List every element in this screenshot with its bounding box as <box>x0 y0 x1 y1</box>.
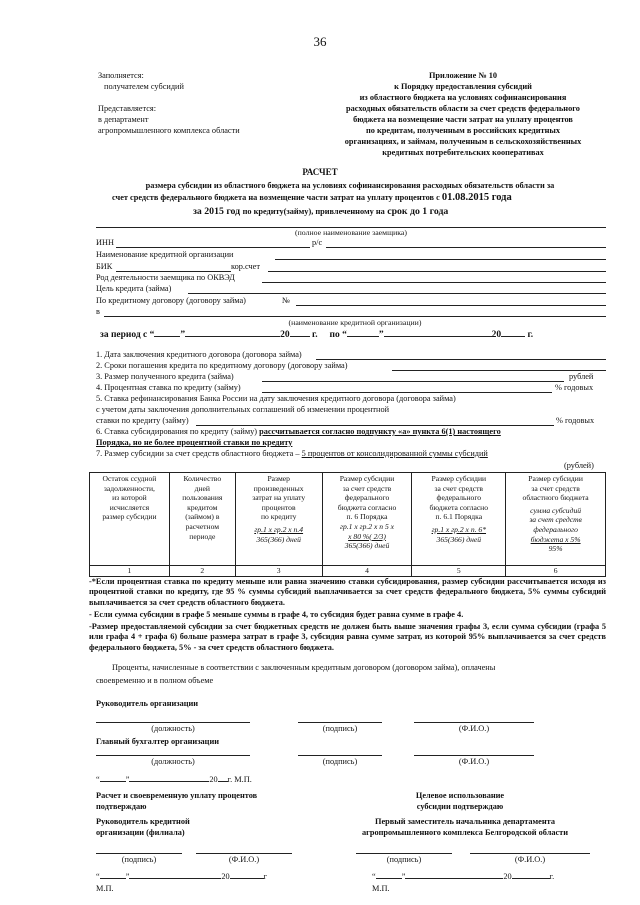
bank-signature-field[interactable] <box>96 853 182 854</box>
confirm-right-4: агропромышленного комплекса Белгородской области <box>361 828 569 837</box>
rs-label: р/с <box>312 238 323 247</box>
item-4-unit: % годовых <box>555 383 594 392</box>
acc-position-caption: (должность) <box>151 757 195 766</box>
bank-name-label: Наименование кредитной организации <box>96 250 234 259</box>
title-line-1: размера субсидии из областного бюджета на условиях софинансирования расходных обязательств области за <box>145 181 555 190</box>
bik-label: БИК <box>96 262 113 271</box>
col-num-3: 3 <box>235 566 322 577</box>
submitted-value-1: в департамент <box>98 115 149 124</box>
date-left-g: г <box>263 872 268 881</box>
item-7a: 7. Размер субсидии за счет средств областного бюджета – <box>96 449 300 458</box>
item-3: 3. Размер полученного кредита (займа) <box>96 372 234 381</box>
col-4-header: Размер субсидии за счет средств федерального бюджета согласно п. 6 Порядка гр.1 х гр.2 х п 5 х х 80 %( 2/3) 365(366) дней <box>322 473 412 566</box>
col-2-header: Количество дней пользования кредитом (займом) в расчетном периоде <box>169 473 235 566</box>
filled-by-label: Заполняется: <box>98 71 144 80</box>
date-left-year: 20 <box>221 872 230 881</box>
head-position-field[interactable] <box>96 722 250 723</box>
bank-field[interactable] <box>104 316 606 317</box>
formula-4-mid: х 80 %( 2/3) <box>348 531 386 541</box>
date-row-right <box>372 872 554 882</box>
date-left-open-quote: “ <box>96 872 100 881</box>
date-right-close-quote: ” <box>401 872 406 881</box>
korschet-field[interactable] <box>268 271 606 272</box>
item-1: 1. Дата заключения кредитного договора (договора займа) <box>96 350 302 359</box>
date-left-close-quote: ” <box>125 872 130 881</box>
period-row <box>100 330 533 340</box>
formula-5-bottom: 365(366) дней <box>436 534 482 544</box>
filled-by-value: получателем субсидий <box>104 82 184 91</box>
date-right-year: 20 <box>503 872 512 881</box>
purpose-field[interactable] <box>188 293 606 294</box>
col-6-header: Размер субсидии за счет средств областного бюджета сумма субсидий за счет средств федерального бюджета х 5% 95% <box>506 473 606 566</box>
item-4: 4. Процентная ставка по кредиту (займу) <box>96 383 241 392</box>
formula-3-bottom: 365(366) дней <box>256 534 301 544</box>
period-20a: 20 <box>280 330 290 340</box>
acc-signature-field[interactable] <box>298 755 382 756</box>
korschet-label: кор.счет <box>231 262 260 271</box>
head-fio-caption: (Ф.И.О.) <box>458 724 490 733</box>
title-line-2 <box>112 193 512 203</box>
period-q2: ” <box>378 330 384 340</box>
dept-signature-caption: (подпись) <box>386 855 422 864</box>
title-line-3 <box>193 206 448 217</box>
appendix-line-1: к Порядку предоставления субсидий <box>394 82 532 91</box>
inn-label: ИНН <box>96 238 114 247</box>
formula-6-4: бюджета х 5% <box>530 534 581 544</box>
date-right-g: г. <box>549 872 555 881</box>
col-1-header: Остаток ссудной задолженности, из которой исчисляется размер субсидии <box>90 473 170 566</box>
head-signature-field[interactable] <box>298 722 382 723</box>
item-6-row <box>96 427 501 437</box>
item-5-unit: % годовых <box>556 416 595 425</box>
head-signature-caption: (подпись) <box>322 724 358 733</box>
head-fio-field[interactable] <box>414 722 534 723</box>
paid-line-2: своевременно и в полном объеме <box>96 676 214 685</box>
col-3-header: Размер произведенных затрат на уплату процентов по кредиту гр.1 х гр.2 х п.4 365(366) дней <box>235 473 322 566</box>
col-num-6: 6 <box>506 566 606 577</box>
title-line-3a: за 2015 год <box>193 206 241 217</box>
col-num-1: 1 <box>90 566 170 577</box>
confirm-left-3: Руководитель кредитной <box>96 817 190 826</box>
acc-fio-field[interactable] <box>414 755 534 756</box>
item-2: 2. Сроки погашения кредита по кредитному договору (договору займа) <box>96 361 348 370</box>
item-5a: 5. Ставка рефинансирования Банка России на дату заключения кредитного договора (договора займа) <box>96 394 456 403</box>
note-1: -*Если процентная ставка по кредиту меньше или равна значению ставки субсидирования, размер субсидии рассчитывается исходя из процентной ставки по кредиту, где 95 % суммы субсидий выплачивается за счет средств федерального бюджета, 5% суммы субсидий выплачивается за счет средств областного бюджета. <box>89 577 606 607</box>
date-row-left <box>96 872 267 882</box>
bank-fio-field[interactable] <box>196 853 292 854</box>
col-num-5: 5 <box>412 566 506 577</box>
confirm-left-4: организации (филиала) <box>96 828 185 837</box>
confirm-right-3: Первый заместитель начальника департамента <box>375 817 555 826</box>
item-2-field[interactable] <box>392 370 606 371</box>
formula-5-top: гр.1 х гр.2 х п. 6* <box>431 524 487 534</box>
item-6c: Порядка, но не более процентной ставки по кредиту <box>96 438 293 447</box>
item-4-field[interactable] <box>262 392 552 393</box>
formula-3-top: гр.1 х гр.2 х п.4 <box>254 524 304 534</box>
confirm-left-2: подтверждаю <box>96 802 147 811</box>
date-right-open-quote: “ <box>372 872 376 881</box>
rs-field[interactable] <box>326 247 606 248</box>
col-num-2: 2 <box>169 566 235 577</box>
bank-caption: (наименование кредитной организации) <box>288 318 422 327</box>
note-2: - Если сумма субсидии в графе 5 меньше суммы в графе 4, то субсидия будет равна сумме в графе 4. <box>89 610 464 619</box>
appendix-line-2: из областного бюджета на условиях софинансирования <box>359 93 567 102</box>
page-number: 36 <box>313 34 327 49</box>
acc-position-field[interactable] <box>96 755 250 756</box>
dept-signature-field[interactable] <box>356 853 452 854</box>
in-label: в <box>96 307 100 316</box>
period-label: за период с “ <box>100 330 155 340</box>
borrower-caption: (полное наименование заемщика) <box>295 228 407 237</box>
confirm-right-2: субсидии подтверждаю <box>416 802 504 811</box>
appendix-line-4: бюджета на возмещение части затрат на уплату процентов <box>353 115 573 124</box>
item-6b: рассчитывается согласно подпункту «а» пункта 6(1) настоящего <box>259 427 501 436</box>
item-5c: ставки по кредиту (займу) <box>96 416 189 425</box>
dept-fio-caption: (Ф.И.О.) <box>514 855 546 864</box>
agreement-no-field[interactable] <box>296 305 606 306</box>
document-heading: РАСЧЕТ <box>302 167 338 177</box>
bank-signature-caption: (подпись) <box>121 855 157 864</box>
inn-field[interactable] <box>116 247 310 248</box>
date-close-quote: ” <box>125 775 130 784</box>
title-line-3c: срок до 1 года <box>387 206 449 217</box>
date-g-mp: г. М.П. <box>227 775 252 784</box>
date-open-quote: “ <box>96 775 100 784</box>
table-number-row <box>90 566 606 577</box>
okved-field[interactable] <box>262 282 606 283</box>
acc-signature-caption: (подпись) <box>322 757 358 766</box>
head-org-label: Руководитель организации <box>96 699 199 708</box>
formula-6-2: за счет средств <box>529 515 582 525</box>
date-year-prefix: 20 <box>209 775 218 784</box>
col-5-header: Размер субсидии за счет средств федерального бюджета согласно п. 6.1 Порядка гр.1 х гр.2 х п. 6* 365(366) дней <box>412 473 506 566</box>
item-5b: с учетом даты заключения дополнительных соглашений об изменении процентной <box>96 405 390 414</box>
subsidy-table <box>89 472 606 577</box>
item-3-field[interactable] <box>262 381 564 382</box>
appendix-line-6: организациях, и займам, полученным в сельскохозяйственных <box>344 137 582 146</box>
title-line-3b: по кредиту(займу), привлеченному на <box>242 207 385 216</box>
mp-right: М.П. <box>372 884 390 893</box>
appendix-line-7: кредитных потребительских кооперативах <box>382 148 544 157</box>
appendix-title: Приложение № 10 <box>428 71 498 80</box>
paid-line-1: Проценты, начисленные в соответствии с заключенным кредитным договором (договором займа), оплачены <box>112 663 496 672</box>
confirm-right-1: Целевое использование <box>415 791 505 800</box>
bik-field[interactable] <box>116 271 231 272</box>
item-6a: 6. Ставка субсидирования по кредиту (займу) <box>96 427 258 436</box>
item-1-field[interactable] <box>316 359 606 360</box>
bank-name-field[interactable] <box>275 259 606 260</box>
period-20b: 20 <box>491 330 502 340</box>
mp-left: М.П. <box>96 884 114 893</box>
formula-4-bottom: 365(366) дней <box>344 541 390 551</box>
head-position-caption: (должность) <box>151 724 195 733</box>
period-g1: г. <box>312 330 318 340</box>
formula-6-5: 95% <box>548 544 563 554</box>
rubles-unit: (рублей) <box>564 461 594 470</box>
submitted-value-2: агропромышленного комплекса области <box>98 126 240 135</box>
period-g2: г. <box>527 330 534 340</box>
item-7b: 5 процентов от консолидированной суммы субсидий <box>301 449 488 458</box>
okved-label: Род деятельности заемщика по ОКВЭД <box>96 273 235 282</box>
title-line-2a: счет средств федерального бюджета на возмещение части затрат на уплату процентов с <box>112 193 440 202</box>
acc-fio-caption: (Ф.И.О.) <box>458 757 490 766</box>
date-row-1 <box>96 775 252 785</box>
submitted-label: Представляется: <box>98 104 157 113</box>
formula-6-3: федерального <box>533 524 578 534</box>
agreement-no-label: № <box>282 296 290 305</box>
table-header-row <box>90 473 606 566</box>
item-5-field[interactable] <box>196 425 554 426</box>
col-num-4: 4 <box>322 566 412 577</box>
item-7-row <box>96 449 488 459</box>
bank-fio-caption: (Ф.И.О.) <box>228 855 260 864</box>
item-3-unit: рублей <box>569 372 594 381</box>
note-3: -Размер предоставляемой субсидии за счет бюджетных средств не должен быть выше значения графы 3, если сумма субсидии (графа 5 или графа 4 + графа 6) больше размера затрат в графе 3, субсидия равна сумме затрат, из которой 95% выплачивается за счет средств федерального бюджета, 5% - за счет средств областного бюджета. <box>89 622 606 652</box>
confirm-left-1: Расчет и своевременную уплату процентов <box>96 791 258 800</box>
purpose-label: Цель кредита (займа) <box>96 284 172 293</box>
formula-4-top: гр.1 х гр.2 х п 5 х <box>340 521 395 531</box>
appendix-line-5: по кредитам, полученным в российских кредитных <box>366 126 560 135</box>
period-q1: ” <box>180 330 186 340</box>
period-po: по “ <box>329 330 347 340</box>
agreement-label: По кредитному договору (договору займа) <box>96 296 246 305</box>
title-line-2b: 01.08.2015 года <box>441 192 512 203</box>
dept-fio-field[interactable] <box>470 853 590 854</box>
appendix-line-3: расходных обязательств области за счет средств федерального <box>346 104 580 113</box>
chief-accountant-label: Главный бухгалтер организации <box>96 737 220 746</box>
formula-6-1: сумма субсидий <box>530 505 582 515</box>
